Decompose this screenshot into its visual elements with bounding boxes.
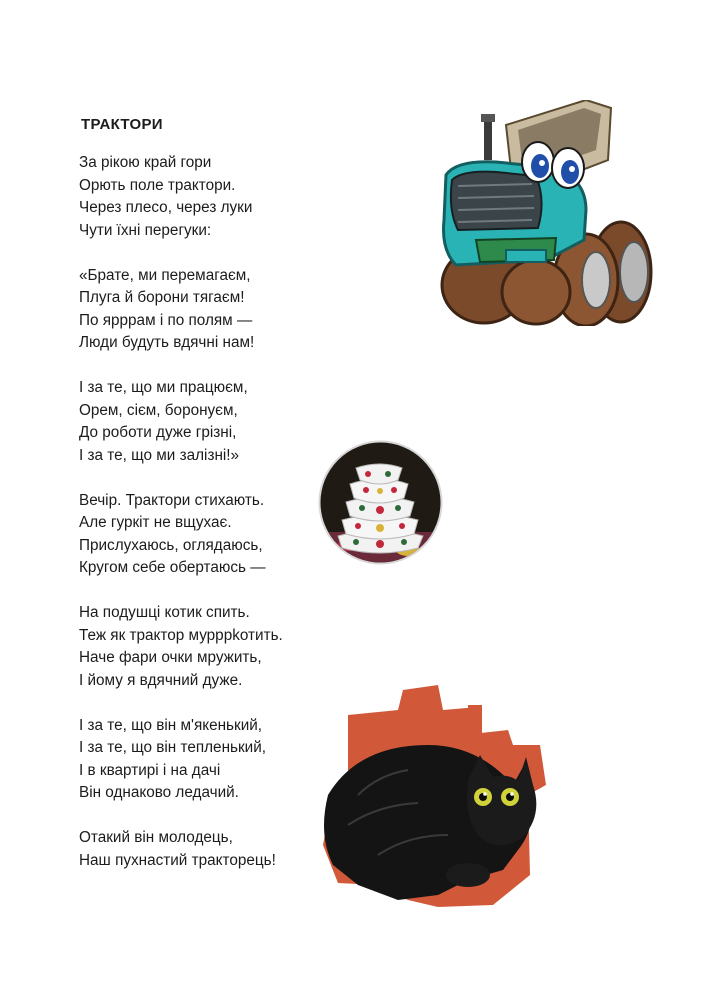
poem-line: «Брате, ми перемагаєм, [79, 266, 251, 284]
poem-line: Але гуркіт не вщухає. [79, 514, 232, 531]
poem-line: Він однаково ледачий. [79, 784, 239, 801]
cartoon-tractor-icon [436, 100, 670, 326]
poem-line: Через плесо, через луки [79, 199, 253, 216]
poem-line: І за те, що він тепленький, [79, 739, 267, 756]
poem-line: Отакий він молодець, [79, 829, 233, 846]
embroidered-pillows-icon [318, 440, 443, 565]
poem-title: ТРАКТОРИ [81, 116, 163, 133]
black-cat-icon [318, 685, 558, 910]
poem-line: І в квартирі і на дачі [79, 761, 221, 779]
poem-line: По ярррам і по полям — [79, 311, 253, 329]
stanza [79, 152, 379, 242]
poem-line: Орем, сієм, боронуєм, [79, 401, 238, 419]
poem-line: Прислухаюсь, оглядаюсь, [79, 536, 263, 554]
poem-line: На подушці котик спить. [79, 604, 250, 621]
poem-line: Плуга й борони тягаєм! [79, 289, 245, 306]
poem-line: За рікою край гори [79, 154, 212, 171]
poem-line: Вечір. Трактори стихають. [79, 491, 265, 509]
stanza [79, 602, 379, 692]
poem-line: Орють поле трактори. [79, 176, 236, 194]
poem-line: До роботи дуже грізні, [79, 424, 237, 441]
poem-line: І за те, що ми залізні!» [79, 446, 240, 464]
poem-line: Наче фари очки мружить, [79, 649, 262, 666]
poem-line: І за те, що ми працюєм, [79, 379, 248, 396]
poem-line: Кругом себе обертаюсь — [79, 559, 266, 576]
poem-line: І йому я вдячний дуже. [79, 671, 243, 689]
poem-line: І за те, що він м'якенький, [79, 716, 263, 734]
poem-line: Люди будуть вдячні нам! [79, 334, 255, 351]
poem-line: Наш пухнастий тракторець! [79, 851, 276, 869]
poem-line: Теж як трактор мурррkотить. [79, 626, 283, 644]
poem-line: Чути їхні перегуки: [79, 221, 212, 239]
stanza [79, 265, 379, 355]
